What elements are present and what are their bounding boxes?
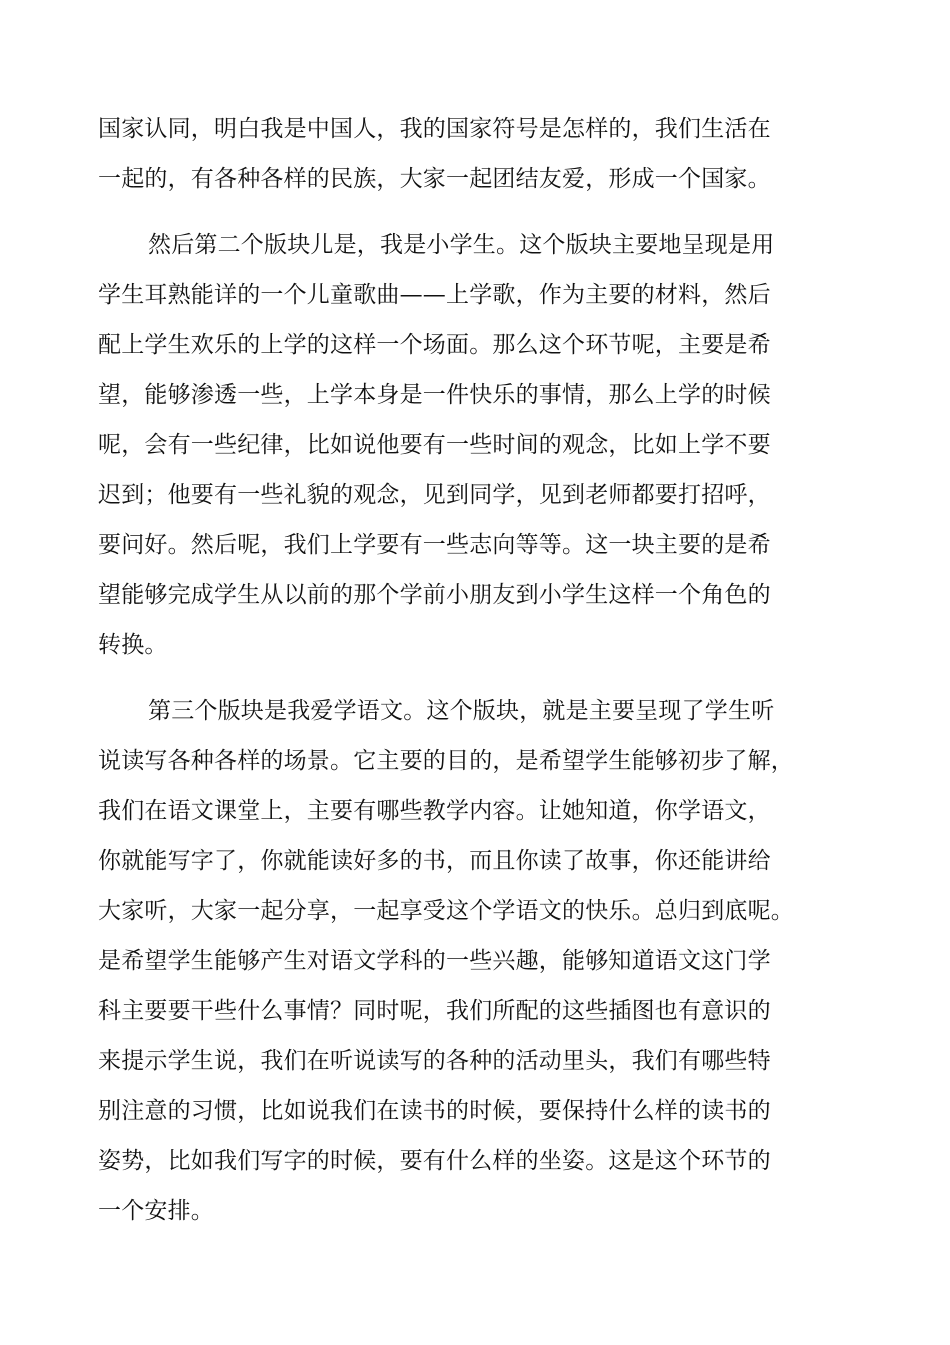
text-line: 转换。 bbox=[98, 632, 168, 658]
text-line: 一起的，有各种各样的民族，大家一起团结友爱，形成一个国家。 bbox=[98, 166, 771, 192]
text-line: 学生耳熟能详的一个儿童歌曲——上学歌，作为主要的材料，然后 bbox=[98, 282, 771, 308]
text-line: 你就能写字了，你就能读好多的书，而且你读了故事，你还能讲给 bbox=[98, 848, 771, 874]
text-line: 科主要要干些什么事情？同时呢，我们所配的这些插图也有意识的 bbox=[98, 998, 771, 1024]
text-line: 迟到；他要有一些礼貌的观念，见到同学，见到老师都要打招呼， bbox=[98, 482, 771, 508]
text-line: 说读写各种各样的场景。它主要的目的，是希望学生能够初步了解， bbox=[98, 748, 794, 774]
text-line: 是希望学生能够产生对语文学科的一些兴趣，能够知道语文这门学 bbox=[98, 948, 771, 974]
text-line: 配上学生欢乐的上学的这样一个场面。那么这个环节呢，主要是希 bbox=[98, 332, 771, 358]
text-line: 呢，会有一些纪律，比如说他要有一些时间的观念，比如上学不要 bbox=[98, 432, 771, 458]
paragraph-national-identity bbox=[98, 104, 878, 204]
text-line: 来提示学生说，我们在听说读写的各种的活动里头，我们有哪些特 bbox=[98, 1048, 771, 1074]
text-line: 姿势，比如我们写字的时候，要有什么样的坐姿。这是这个环节的 bbox=[98, 1148, 771, 1174]
text-line: 我们在语文课堂上，主要有哪些教学内容。让她知道，你学语文， bbox=[98, 798, 771, 824]
paragraph-i-am-a-pupil bbox=[98, 220, 878, 670]
document-body bbox=[98, 104, 878, 1252]
text-line: 望，能够渗透一些，上学本身是一件快乐的事情，那么上学的时候 bbox=[98, 382, 771, 408]
paragraph-i-love-chinese bbox=[98, 686, 878, 1236]
text-line: 一个安排。 bbox=[98, 1198, 214, 1224]
text-line: 要问好。然后呢，我们上学要有一些志向等等。这一块主要的是希 bbox=[98, 532, 771, 558]
text-line: 望能够完成学生从以前的那个学前小朋友到小学生这样一个角色的 bbox=[98, 582, 771, 608]
text-line: 大家听，大家一起分享，一起享受这个学语文的快乐。总归到底呢。 bbox=[98, 898, 794, 924]
text-line: 第三个版块是我爱学语文。这个版块，就是主要呈现了学生听 bbox=[148, 698, 775, 724]
text-line: 别注意的习惯，比如说我们在读书的时候，要保持什么样的读书的 bbox=[98, 1098, 771, 1124]
text-line: 国家认同，明白我是中国人，我的国家符号是怎样的，我们生活在 bbox=[98, 116, 771, 142]
text-line: 然后第二个版块儿是，我是小学生。这个版块主要地呈现是用 bbox=[148, 232, 775, 258]
